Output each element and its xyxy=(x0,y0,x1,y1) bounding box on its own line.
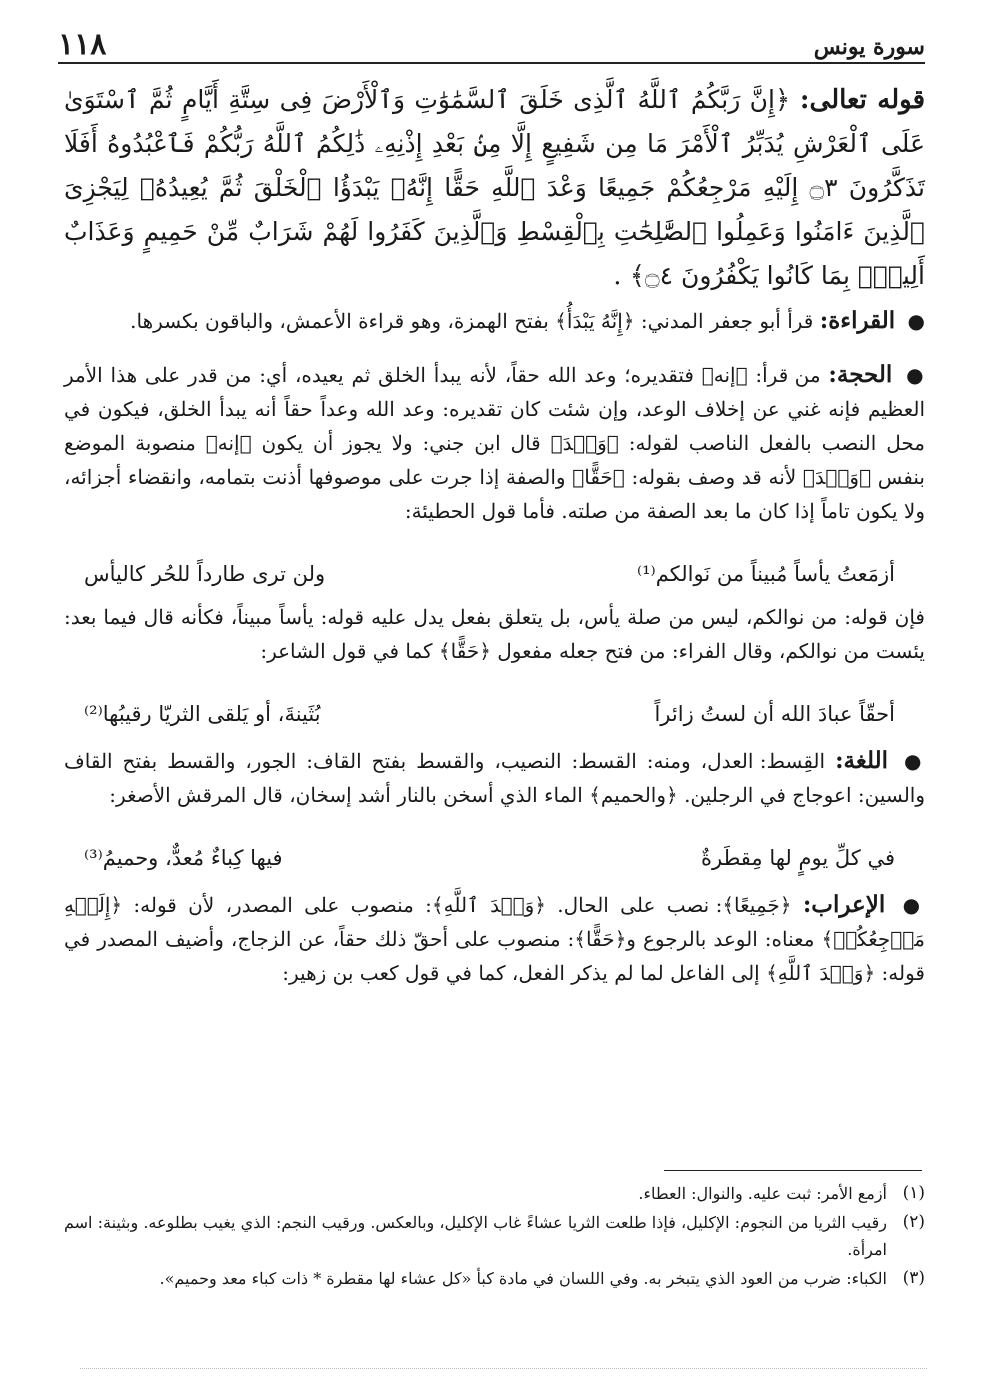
section-hujja xyxy=(64,358,925,528)
poem-verse-3 xyxy=(64,832,925,884)
bullet-icon: ● xyxy=(907,309,925,333)
footnote-item xyxy=(64,1180,925,1207)
poem-verse-2 xyxy=(64,688,925,740)
section-head-irab: الإعراب: xyxy=(802,891,886,918)
footnote-text: الكباء: ضرب من العود الذي يتبخر به. وفي اللسان في مادة كبأ «كل عشاء لها مقطرة * ذات كباء معد وحميم». xyxy=(159,1269,887,1288)
section-text-lugha: القِسط: العدل، ومنه: القسط: النصيب، والقسط بفتح القاف: الجور، والقسط بفتح القاف والسين: اعوجاج في الرجلين. ﴿والحميم﴾ الماء الذي أسخن بالنار أشد إسخان، قال المرقش الأصغر: xyxy=(64,749,925,807)
section-hujja-continued xyxy=(64,600,925,668)
quran-verse-block xyxy=(64,78,925,298)
poem-2-first-hemistich: أحقّاً عبادَ الله أن لستُ زائراً xyxy=(654,702,895,726)
footnote-text: رقيب الثريا من النجوم: الإكليل، فإذا طلعت الثريا عشاءً غاب الإكليل، وبالعكس. ورقيب النجم: الذي يغيب بطلوعه. وبثينة: اسم امرأة. xyxy=(64,1213,887,1259)
section-irab xyxy=(64,888,925,990)
section-text-hujja: من قرأ: ﴿إنه﴾ فتقديره؛ وعد الله حقاً، لأنه يبدأ الخلق ثم يعيده، أي: من قدر على هذا الأمر العظيم فإنه غني عن إخلاف الوعد، وإن شئت كان تقديره: وعد الله وعداً حقاً أنه يبدأ الخلق، فيكون في محل النصب بالفعل الناصب لقوله: ﴿وَعۡدَ﴾ قال ابن جني: ولا يجوز أن يكون ﴿إنه﴾ منصوبة الموضع بنفس ﴿وَعۡدَ﴾ لأنه قد وصف بقوله: ﴿حَقًّا﴾ والصفة إذا جرت على موصوفها أذنت بتمامه، وانقضاء أجزائه، ولا يكون تاماً إذا كان ما بعد الصفة من صلته. فأما قول الحطيئة: xyxy=(64,363,925,523)
footnote-text: أزمع الأمر: ثبت عليه. والنوال: العطاء. xyxy=(638,1184,887,1203)
section-qiraa xyxy=(64,304,925,338)
poem-3-second-hemistich: فيها كِباءٌ مُعدٌّ، وحميمُ⁽³⁾ xyxy=(84,846,283,870)
scan-edge-noise xyxy=(80,1368,927,1369)
section-text-hujja-2: فإن قوله: من نوالكم، ليس من صلة يأس، بل يتعلق بفعل يدل عليه قوله: يأساً مبيناً، فكأنه قال فيما بعد: يئست من نوالكم، وقال الفراء: من فتح جعله مفعول ﴿حَقًّا﴾ كما في قول الشاعر: xyxy=(64,605,925,663)
footnotes xyxy=(64,1180,925,1294)
poem-1-second-hemistich: ولن ترى طارداً للحُر كاليأس xyxy=(84,562,326,586)
section-text-irab: ﴿جَمِيعًا﴾: نصب على الحال. ﴿وَعۡدَ ٱللَّهِ﴾: منصوب على المصدر، لأن قوله: ﴿إِلَيۡهِ مَرۡجِعُكُمۡ﴾ معناه: الوعد بالرجوع و﴿حَقًّا﴾: منصوب على أحقّ ذلك حقاً، عن الزجاج، وأضيف المصدر في قوله: ﴿وَعۡدَ ٱللَّهِ﴾ إلى الفاعل لما لم يذكر الفعل، كما في قول كعب بن زهير: xyxy=(64,893,925,985)
section-head-qiraa: القراءة: xyxy=(819,307,896,334)
footnote-item xyxy=(64,1209,925,1263)
bullet-icon: ● xyxy=(903,749,926,773)
verse-text: إِنَّ رَبَّكُمُ ٱللَّهُ ٱلَّذِى خَلَقَ ٱلسَّمَٰوَٰتِ وَٱلْأَرْضَ فِى سِتَّةِ أَيَّامٍ ثُمَّ ٱسْتَوَىٰ عَلَى ٱلْعَرْشِ يُدَبِّرُ ٱلْأَمْرَ مَا مِن شَفِيعٍ إِلَّا مِنۢ بَعْدِ إِذْنِهِۦ ذَٰلِكُمُ ٱللَّهُ رَبُّكُمْ فَٱعْبُدُوهُ أَفَلَا تَذَكَّرُونَ ۝٣ إِلَيْهِ مَرْجِعُكُمْ جَمِيعًا وَعْدَ ٱللَّهِ حَقًّا إِنَّهُۥ يَبْدَؤُا ٱلْخَلْقَ ثُمَّ يُعِيدُهُۥ لِيَجْزِىَ ٱلَّذِينَ ءَامَنُوا وَعَمِلُوا ٱلصَّٰلِحَٰتِ بِٱلْقِسْطِ وَٱلَّذِينَ كَفَرُوا لَهُمْ شَرَابٌ مِّنْ حَمِيمٍ وَعَذَابٌ أَلِيمٌۢ بِمَا كَانُوا يَكْفُرُونَ ۝٤ xyxy=(64,85,925,290)
footnote-number: (١) xyxy=(902,1183,925,1203)
section-head-hujja: الحجة: xyxy=(828,361,893,388)
bullet-icon: ● xyxy=(906,363,926,387)
verse-intro: قوله تعالى: xyxy=(799,85,926,115)
footnote-number: (٢) xyxy=(902,1212,925,1232)
page-header xyxy=(58,26,925,64)
footnote-number: (٣) xyxy=(902,1268,925,1288)
bullet-icon: ● xyxy=(902,893,926,917)
footnote-item xyxy=(64,1265,925,1292)
footnote-divider xyxy=(664,1170,922,1171)
page-number: ١١٨ xyxy=(58,27,107,62)
verse-end: . xyxy=(613,261,630,291)
verse-open-bracket: ﴿ xyxy=(774,85,791,115)
poem-3-first-hemistich: في كلِّ يومٍ لها مِقطَرةٌ xyxy=(700,846,895,870)
section-head-lugha: اللغة: xyxy=(835,747,888,774)
section-lugha xyxy=(64,744,925,812)
poem-verse-1 xyxy=(64,548,925,600)
surah-name: سورة يونس xyxy=(813,34,925,60)
poem-2-second-hemistich: بُثَينةَ، أو يَلقى الثريّا رقيبُها⁽²⁾ xyxy=(84,702,321,726)
page-body xyxy=(64,72,925,1010)
verse-close-bracket: ﴾ xyxy=(629,261,646,291)
poem-1-first-hemistich: أزمَعتُ يأساً مُبيناً من نَوالكم⁽¹⁾ xyxy=(636,562,895,586)
section-text-qiraa: قرأ أبو جعفر المدني: ﴿إِنَّهُ يَبْدَأُ﴾ بفتح الهمزة، وهو قراءة الأعمش، والباقون بكسرها. xyxy=(130,309,814,333)
